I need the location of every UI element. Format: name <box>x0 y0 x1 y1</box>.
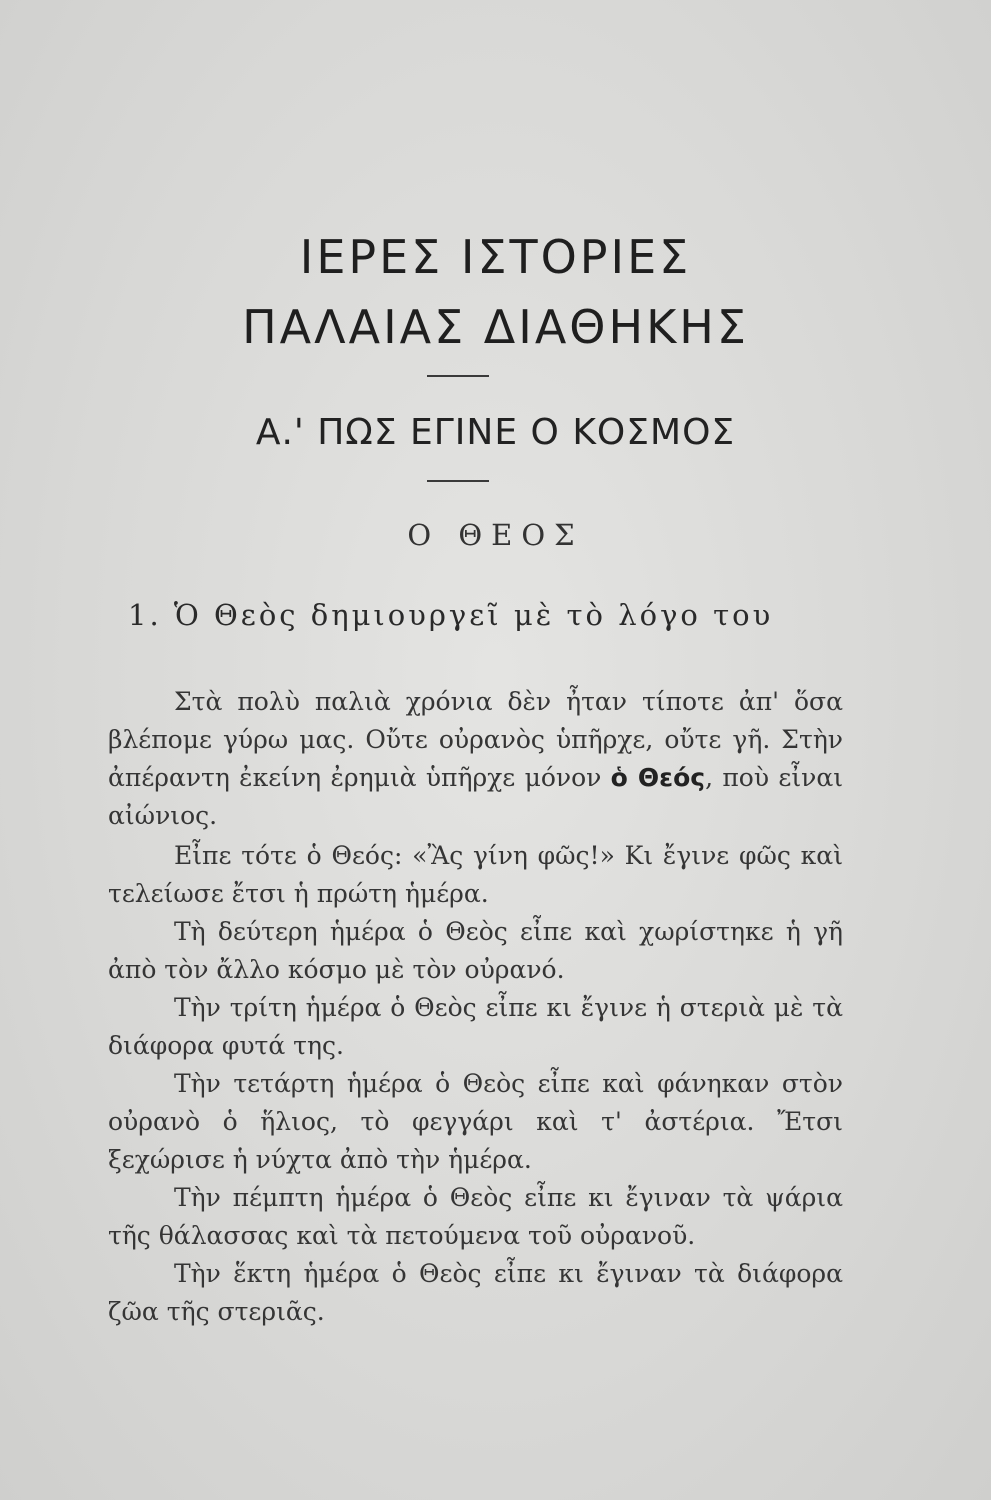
paragraph-7: Τὴν ἕκτη ἡμέρα ὁ Θεὸς εἶπε κι ἔγιναν τὰ διάφορα ζῶα τῆς στεριᾶς. <box>108 1259 843 1326</box>
chapter-heading: Ο ΘΕΟΣ <box>407 518 584 552</box>
book-title-line-2: ΠΑΛΑΙΑΣ ΔΙΑΘΗΚΗΣ <box>242 300 749 354</box>
section-heading: Α.' ΠΩΣ ΕΓΙΝΕ Ο ΚΟΣΜΟΣ <box>255 412 736 453</box>
paragraph-1 <box>108 683 843 835</box>
paragraph-1-text-a: Στὰ πολὺ παλιὰ χρόνια δὲν ἦταν τίποτε ἀπ' ὅσα βλέπομε γύρω μας. Οὔτε οὐρανὸς ὑπῆρχε, οὔτε γῆ. Στὴν ἀπέραντη ἐκείνη ἐρημιὰ ὑπῆρχε μόνον <box>108 687 843 792</box>
paragraph-5: Τὴν τετάρτη ἡμέρα ὁ Θεὸς εἶπε καὶ φάνηκαν στὸν οὐρανὸ ὁ ἥλιος, τὸ φεγγάρι καὶ τ' ἀστέρια. Ἔτσι ξεχώρισε ἡ νύχτα ἀπὸ τὴν ἡμέρα. <box>108 1069 843 1174</box>
title-divider <box>427 375 489 377</box>
paragraph-4: Τὴν τρίτη ἡμέρα ὁ Θεὸς εἶπε κι ἔγινε ἡ στεριὰ μὲ τὰ διάφορα φυτά της. <box>108 993 843 1060</box>
paragraph-6: Τὴν πέμπτη ἡμέρα ὁ Θεὸς εἶπε κι ἔγιναν τὰ ψάρια τῆς θάλασσας καὶ τὰ πετούμενα τοῦ οὐρανοῦ. <box>108 1183 843 1250</box>
story-heading: 1. Ὁ Θεὸς δημιουργεῖ μὲ τὸ λόγο του <box>128 598 774 632</box>
section-divider <box>427 480 489 482</box>
paragraph-1-bold: ὁ Θεός <box>610 763 706 792</box>
book-title-line-1: ΙΕΡΕΣ ΙΣΤΟΡΙΕΣ <box>299 230 692 284</box>
paragraph-3: Τὴ δεύτερη ἡμέρα ὁ Θεὸς εἶπε καὶ χωρίστηκε ἡ γῆ ἀπὸ τὸν ἄλλο κόσμο μὲ τὸν οὐρανό. <box>108 917 843 984</box>
paragraph-1-text-b: , ποὺ εἶναι αἰώνιος. <box>108 763 844 830</box>
paragraph-2: Εἶπε τότε ὁ Θεός: «Ἂς γίνη φῶς!» Κι ἔγινε φῶς καὶ τελείωσε ἔτσι ἡ πρώτη ἡμέρα. <box>108 841 843 908</box>
